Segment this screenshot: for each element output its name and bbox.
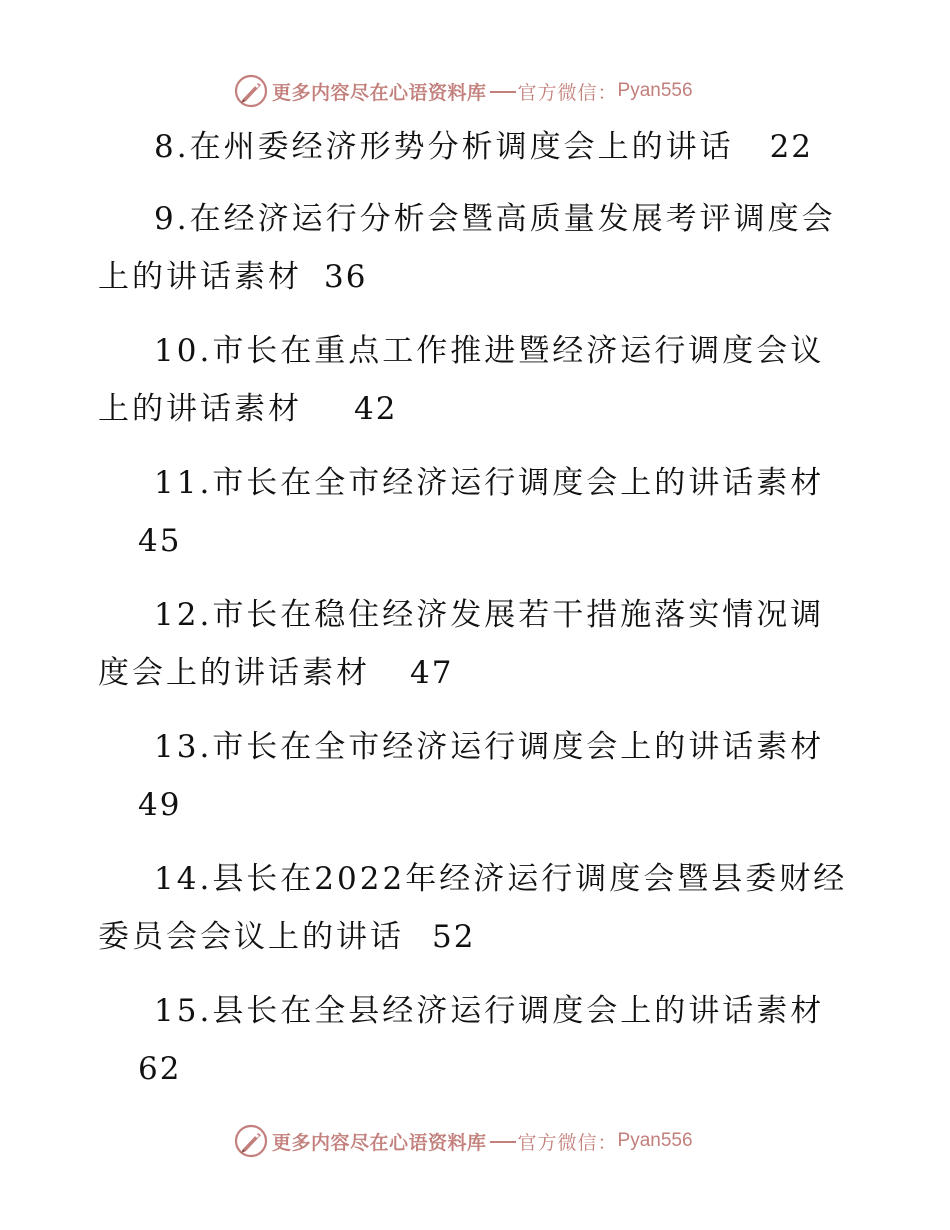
toc-entry-title: 在州委经济形势分析调度会上的讲话 [189, 129, 734, 165]
watermark-sub-text: 官方微信： [517, 81, 618, 104]
watermark-dash [490, 1141, 516, 1143]
toc-entry-page: 22 [769, 129, 814, 165]
watermark-dash [490, 91, 516, 93]
toc-entry-title: 县长在2022年经济运行调度会暨县委财经委员会会议上的讲话 [98, 861, 848, 955]
toc-entry-number: 13. [154, 729, 213, 765]
watermark-account: Pyan556 [617, 80, 693, 101]
watermark-main-text: 更多内容尽在心语资料库 [272, 1131, 487, 1154]
quill-pen-logo-icon [234, 74, 268, 108]
toc-entry-page: 36 [324, 259, 368, 295]
toc-entry-15 [98, 982, 858, 1098]
toc-entry-number: 15. [154, 993, 213, 1029]
toc-entry-page: 49 [138, 787, 182, 823]
toc-entry-number: 14. [154, 861, 213, 897]
toc-entry-page: 47 [410, 655, 454, 691]
toc-entry-page: 62 [138, 1051, 182, 1087]
quill-pen-logo-icon [234, 1124, 268, 1158]
toc-entry-10 [98, 322, 858, 438]
toc-entry-number: 11. [154, 465, 213, 501]
toc-entry-12 [98, 586, 858, 702]
footer-watermark [234, 1122, 754, 1160]
toc-entry-page: 42 [354, 391, 398, 427]
toc-entry-number: 9. [154, 201, 190, 237]
toc-entry-title: 市长在重点工作推进暨经济运行调度会议上的讲话素材 [98, 333, 825, 427]
watermark-main-text: 更多内容尽在心语资料库 [272, 81, 487, 104]
header-watermark [234, 72, 754, 110]
watermark-sub-text: 官方微信： [517, 1131, 618, 1154]
toc-entry-number: 10. [154, 333, 213, 369]
toc-entry-title: 市长在全市经济运行调度会上的讲话素材 [212, 729, 825, 765]
toc-entry-number: 12. [154, 597, 213, 633]
toc-entry-14 [98, 850, 858, 966]
toc-entry-title: 在经济运行分析会暨高质量发展考评调度会上的讲话素材 [98, 201, 836, 295]
toc-entry-title: 市长在稳住经济发展若干措施落实情况调度会上的讲话素材 [98, 597, 825, 691]
watermark-account: Pyan556 [617, 1130, 693, 1151]
toc-entry-9 [98, 190, 858, 306]
toc-entry-title: 市长在全市经济运行调度会上的讲话素材 [212, 465, 825, 501]
toc-entry-page: 45 [138, 523, 182, 559]
toc-entry-page: 52 [432, 919, 476, 955]
toc-entry-11 [98, 454, 858, 570]
toc-entry-title: 县长在全县经济运行调度会上的讲话素材 [212, 993, 825, 1029]
toc-entry-8 [98, 118, 858, 176]
toc-entry-13 [98, 718, 858, 834]
toc-entry-number: 8. [154, 129, 190, 165]
